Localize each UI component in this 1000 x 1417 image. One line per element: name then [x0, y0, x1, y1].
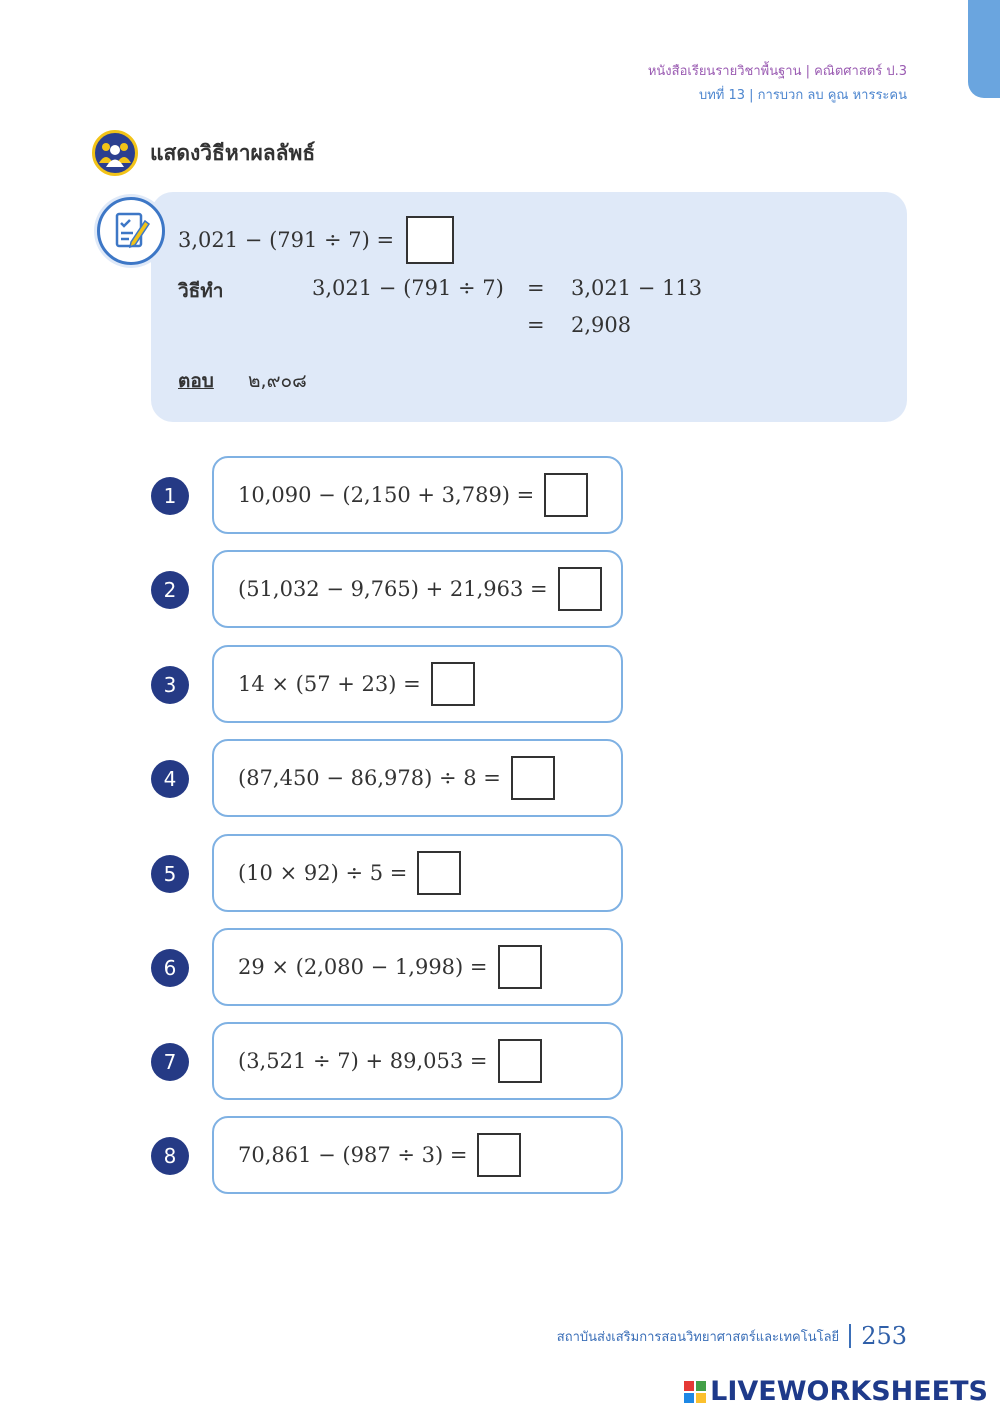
step1-equals: = [527, 276, 545, 300]
header-chapter: บทที่ 13 | การบวก ลบ คูณ หารระคน [698, 88, 907, 103]
brand-text: LIVEWORKSHEETS [710, 1376, 988, 1407]
problem-number-badge: 4 [151, 760, 189, 798]
problem-number-badge: 8 [151, 1137, 189, 1175]
example-answer-box [406, 216, 454, 264]
answer-input-box[interactable] [511, 756, 555, 800]
section-heading [92, 130, 315, 176]
problem-box [212, 456, 623, 534]
corner-tab [968, 0, 1000, 98]
footer-divider [849, 1324, 851, 1348]
problem-box [212, 1022, 623, 1100]
step1-left: 3,021 − (791 ÷ 7) [312, 276, 504, 300]
step2-right: 2,908 [571, 313, 632, 337]
problem-item [151, 928, 623, 1006]
problem-expression: 70,861 − (987 ÷ 3) = [238, 1143, 468, 1167]
problem-expression: 14 × (57 + 23) = [238, 672, 421, 696]
step1-right: 3,021 − 113 [571, 276, 703, 300]
problem-expression: (10 × 92) ÷ 5 = [238, 861, 408, 885]
problem-box [212, 739, 623, 817]
problem-expression: (51,032 − 9,765) + 21,963 = [238, 577, 548, 601]
answer-label: ตอบ [178, 370, 214, 392]
method-label: วิธีทำ [178, 280, 224, 302]
page-footer [557, 1322, 907, 1350]
problem-box [212, 928, 623, 1006]
page-header [648, 60, 907, 108]
answer-input-box[interactable] [431, 662, 475, 706]
problem-item [151, 1116, 623, 1194]
answer-input-box[interactable] [477, 1133, 521, 1177]
problem-expression: (3,521 ÷ 7) + 89,053 = [238, 1049, 488, 1073]
problem-expression: 29 × (2,080 − 1,998) = [238, 955, 488, 979]
group-people-icon [92, 130, 138, 176]
footer-institution: สถาบันส่งเสริมการสอนวิทยาศาสตร์และเทคโนโลยี [556, 1329, 840, 1345]
answer-input-box[interactable] [558, 567, 602, 611]
problem-number-badge: 1 [151, 477, 189, 515]
example-question [178, 216, 454, 264]
problem-item [151, 645, 623, 723]
problem-box [212, 550, 623, 628]
problem-expression: 10,090 − (2,150 + 3,789) = [238, 483, 535, 507]
problem-item [151, 1022, 623, 1100]
problem-number-badge: 5 [151, 855, 189, 893]
problem-box [212, 1116, 623, 1194]
liveworksheets-logo-icon [684, 1381, 706, 1403]
notepad-pencil-icon [97, 197, 165, 265]
answer-input-box[interactable] [498, 945, 542, 989]
problem-expression: (87,450 − 86,978) ÷ 8 = [238, 766, 501, 790]
problem-item [151, 550, 623, 628]
liveworksheets-brand [684, 1376, 988, 1407]
step2-equals: = [527, 313, 545, 337]
problem-number-badge: 3 [151, 666, 189, 704]
section-title: แสดงวิธีหาผลลัพธ์ [150, 140, 316, 165]
page-number: 253 [861, 1322, 907, 1350]
answer-input-box[interactable] [544, 473, 588, 517]
problem-number-badge: 7 [151, 1043, 189, 1081]
problem-number-badge: 2 [151, 571, 189, 609]
problem-item [151, 739, 623, 817]
problem-item [151, 456, 623, 534]
problem-box [212, 645, 623, 723]
answer-value: ๒,๙๐๘ [248, 370, 307, 392]
header-subject: หนังสือเรียนรายวิชาพื้นฐาน | คณิตศาสตร์ ป.3 [647, 64, 907, 79]
problem-item [151, 834, 623, 912]
answer-input-box[interactable] [498, 1039, 542, 1083]
answer-input-box[interactable] [417, 851, 461, 895]
example-question-expr: 3,021 − (791 ÷ 7) = [178, 228, 395, 252]
problem-box [212, 834, 623, 912]
problem-number-badge: 6 [151, 949, 189, 987]
